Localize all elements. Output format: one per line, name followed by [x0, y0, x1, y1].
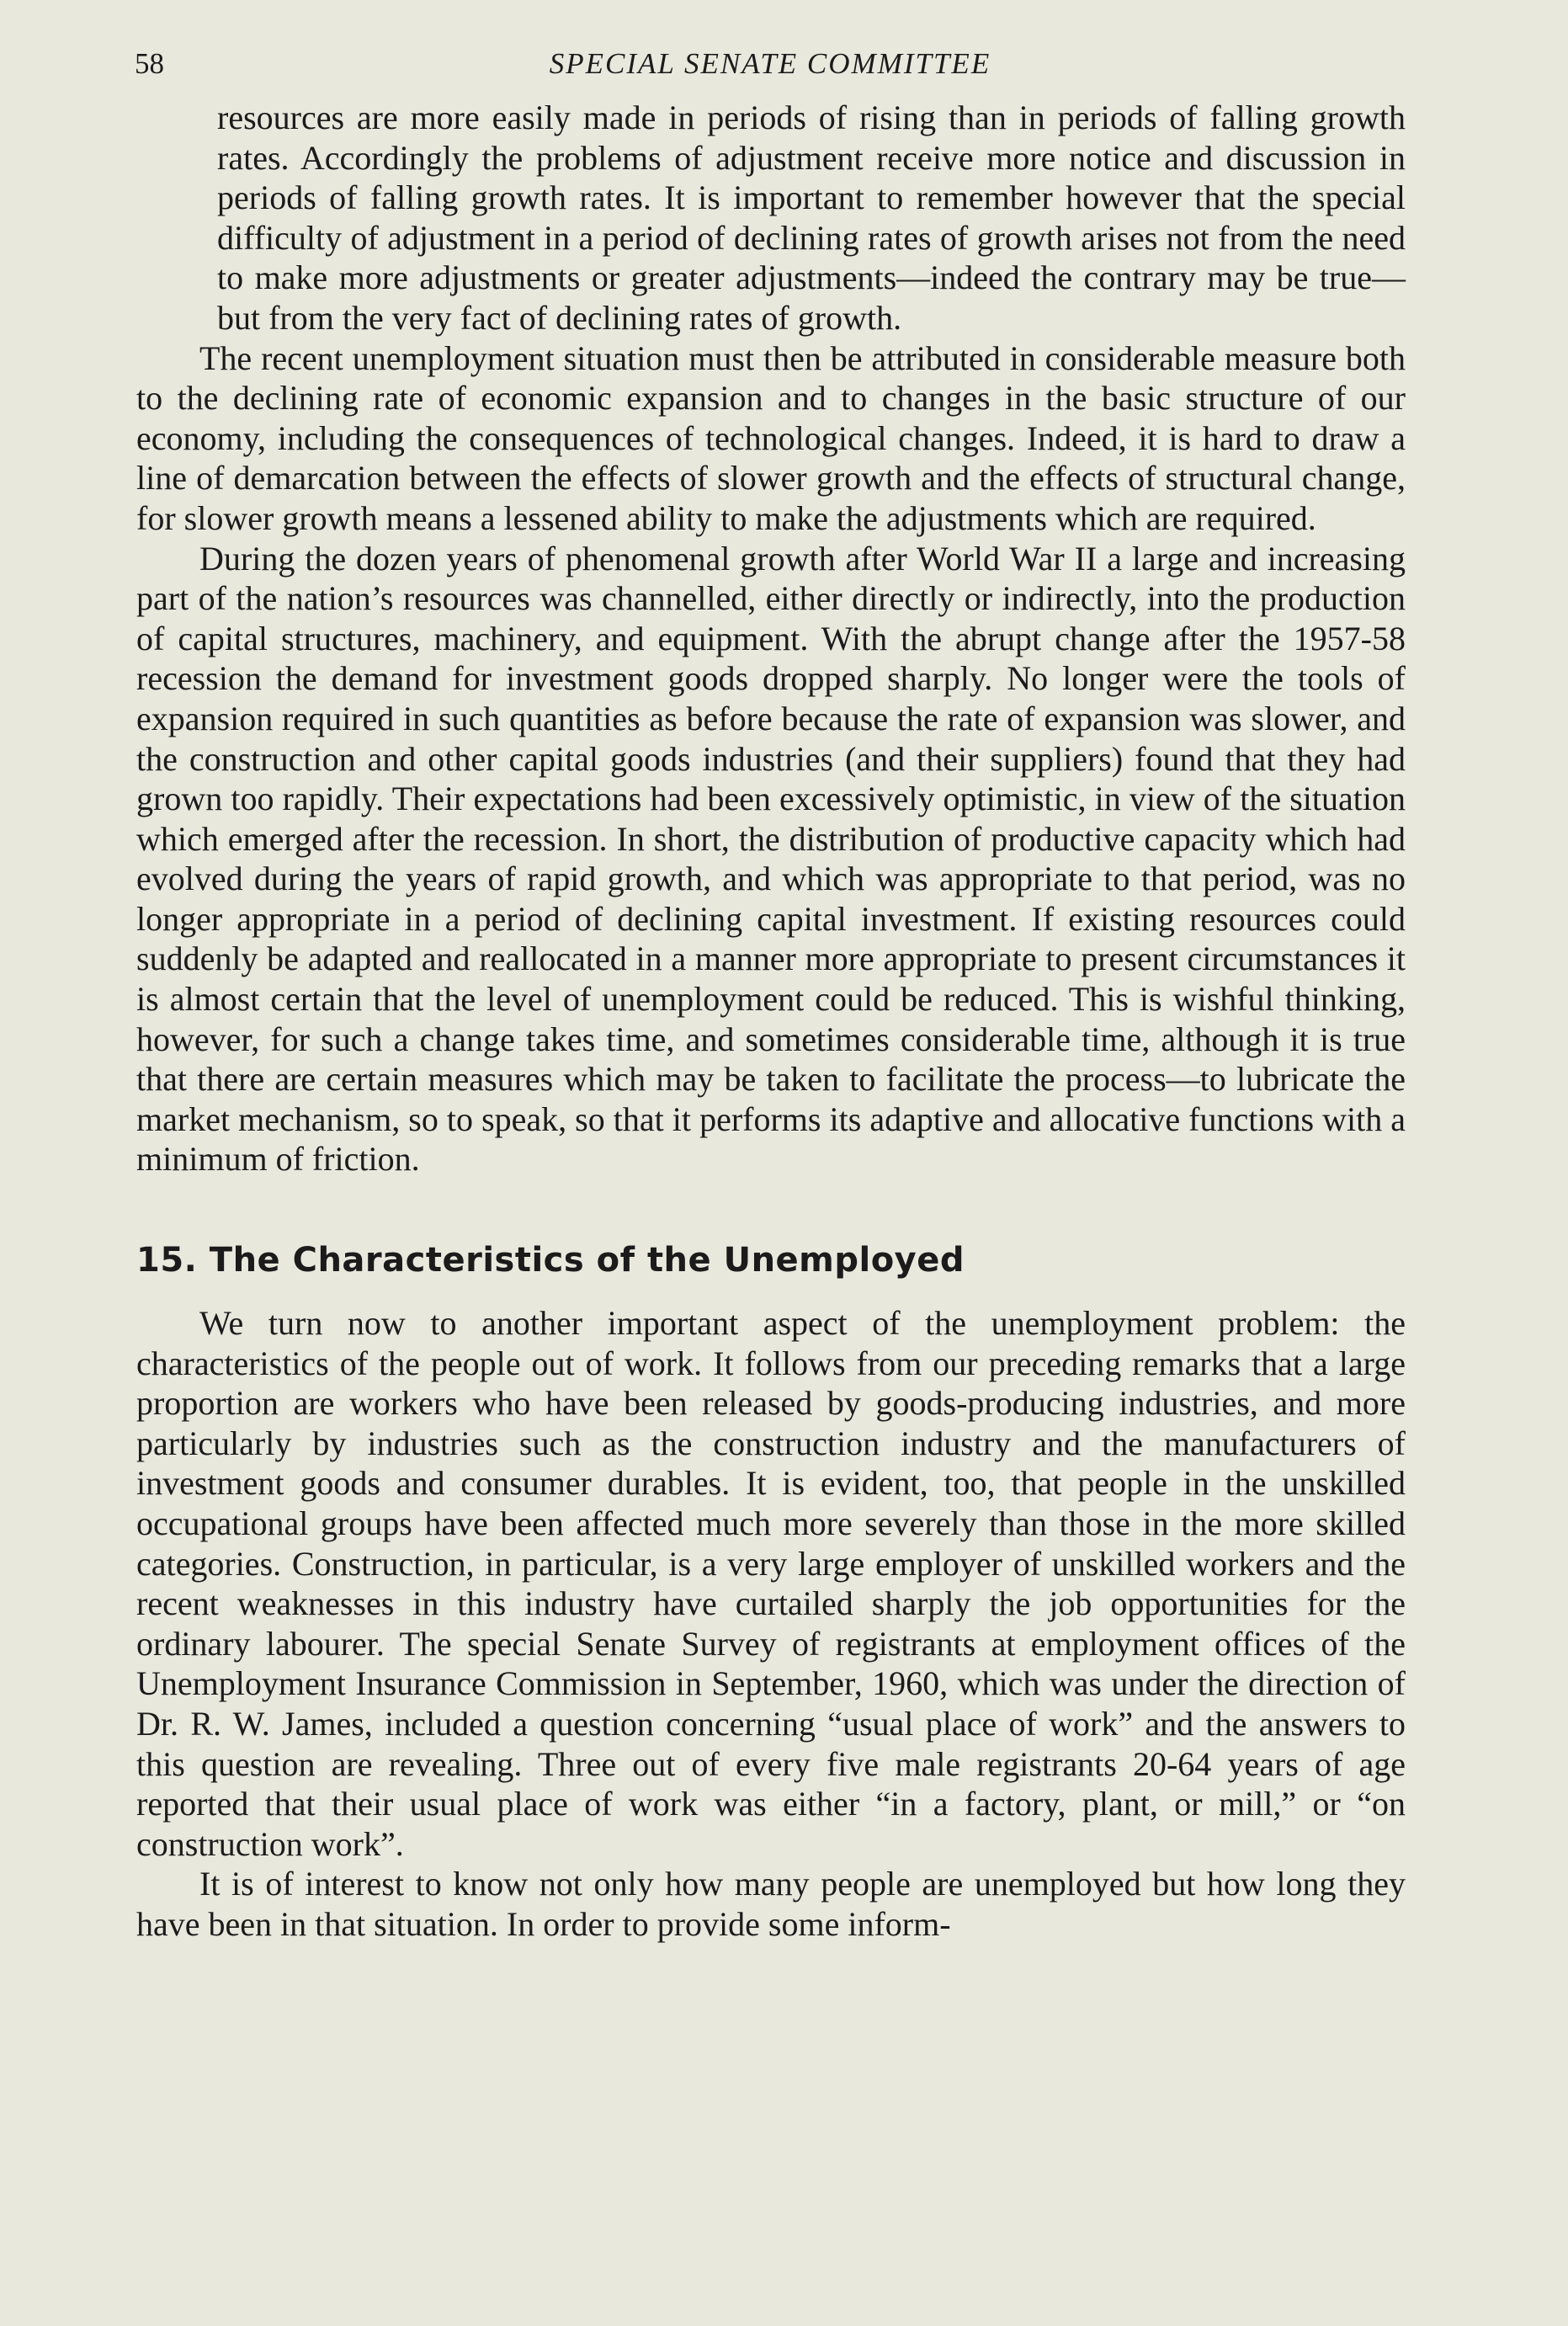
body-text — [136, 98, 1406, 1945]
paragraph-characteristics: We turn now to another important aspect of the unemployment problem: the characteristics of the people out of work. It follows from our preceding remarks that a large proportion are workers who have been released by goods-producing industries, and more particularly by industries such as the construction industry and the manufacturers of investment goods and consumer durables. It is evident, too, that people in the unskilled occupational groups have been affected much more severely than those in the more skilled categories. Construction, in particular, is a very large employer of unskilled workers and the recent weaknesses in this industry have curtailed sharply the job opportunities for the ordinary labourer. The special Senate Survey of registrants at employment offices of the Unemployment Insurance Commission in September, 1960, which was under the direction of Dr. R. W. James, included a question concerning “usual place of work” and the answers to this question are revealing. Three out of every five male registrants 20-64 years of age reported that their usual place of work was either “in a factory, plant, or mill,” or “on construction work”. — [136, 1304, 1406, 1863]
paragraph-duration: It is of interest to know not only how many people are unemployed but how long they have been in that situation. In order to provide some inform- — [136, 1865, 1406, 1943]
running-head: SPECIAL SENATE COMMITTEE — [549, 47, 991, 80]
paragraph-unemployment-situation: The recent unemployment situation must then be attributed in considerable measure both to the declining rate of economic expansion and to changes in the basic structure of our economy, including the consequences of technological changes. Indeed, it is hard to draw a line of demarcation between the effects of slower growth and the effects of structural change, for slower growth means a lessened ability to make the adjustments which are required. — [136, 338, 1406, 537]
section-heading: 15. The Characteristics of the Unemployed — [136, 1241, 965, 1280]
paragraph-postwar-growth: During the dozen years of phenomenal growth after World War II a large and increasing part of the nation’s resources was channelled, either directly or indirectly, into the production of capital structures, machinery, and equipment. With the abrupt change after the 1957-58 recession the demand for investment goods dropped sharply. No longer were the tools of expansion required in such quantities as before because the rate of expansion was slower, and the construction and other capital goods industries (and their suppliers) found that they had grown too rapidly. Their expectations had been excessively optimistic, in view of the situation which emerged after the recession. In short, the distribution of productive capacity which had evolved during the years of rapid growth, and which was appropriate to that period, was no longer appropriate in a period of declining capital investment. If existing resources could suddenly be adapted and reallocated in a manner more appropriate to present circumstances it is almost certain that the level of unemployment could be reduced. This is wishful thinking, however, for such a change takes time, and sometimes considerable time, although it is true that there are certain measures which may be taken to facilitate the process—to lubricate the market mechanism, so to speak, so that it performs its adaptive and allocative functions with a minimum of friction. — [136, 539, 1406, 1179]
paragraph-continued-quote: resources are more easily made in periods of rising than in periods of falling growth rates. Accordingly the problems of adjustment receive more notice and discussion in periods of falling growth rates. It is important to remember however that the special difficulty of adjustment in a period of declining rates of growth arises not from the need to make more adjustments or greater adjustments—indeed the contrary may be true—but from the very fact of declining rates of growth. — [217, 98, 1406, 337]
page-header — [135, 44, 1406, 84]
page-number: 58 — [135, 47, 164, 80]
